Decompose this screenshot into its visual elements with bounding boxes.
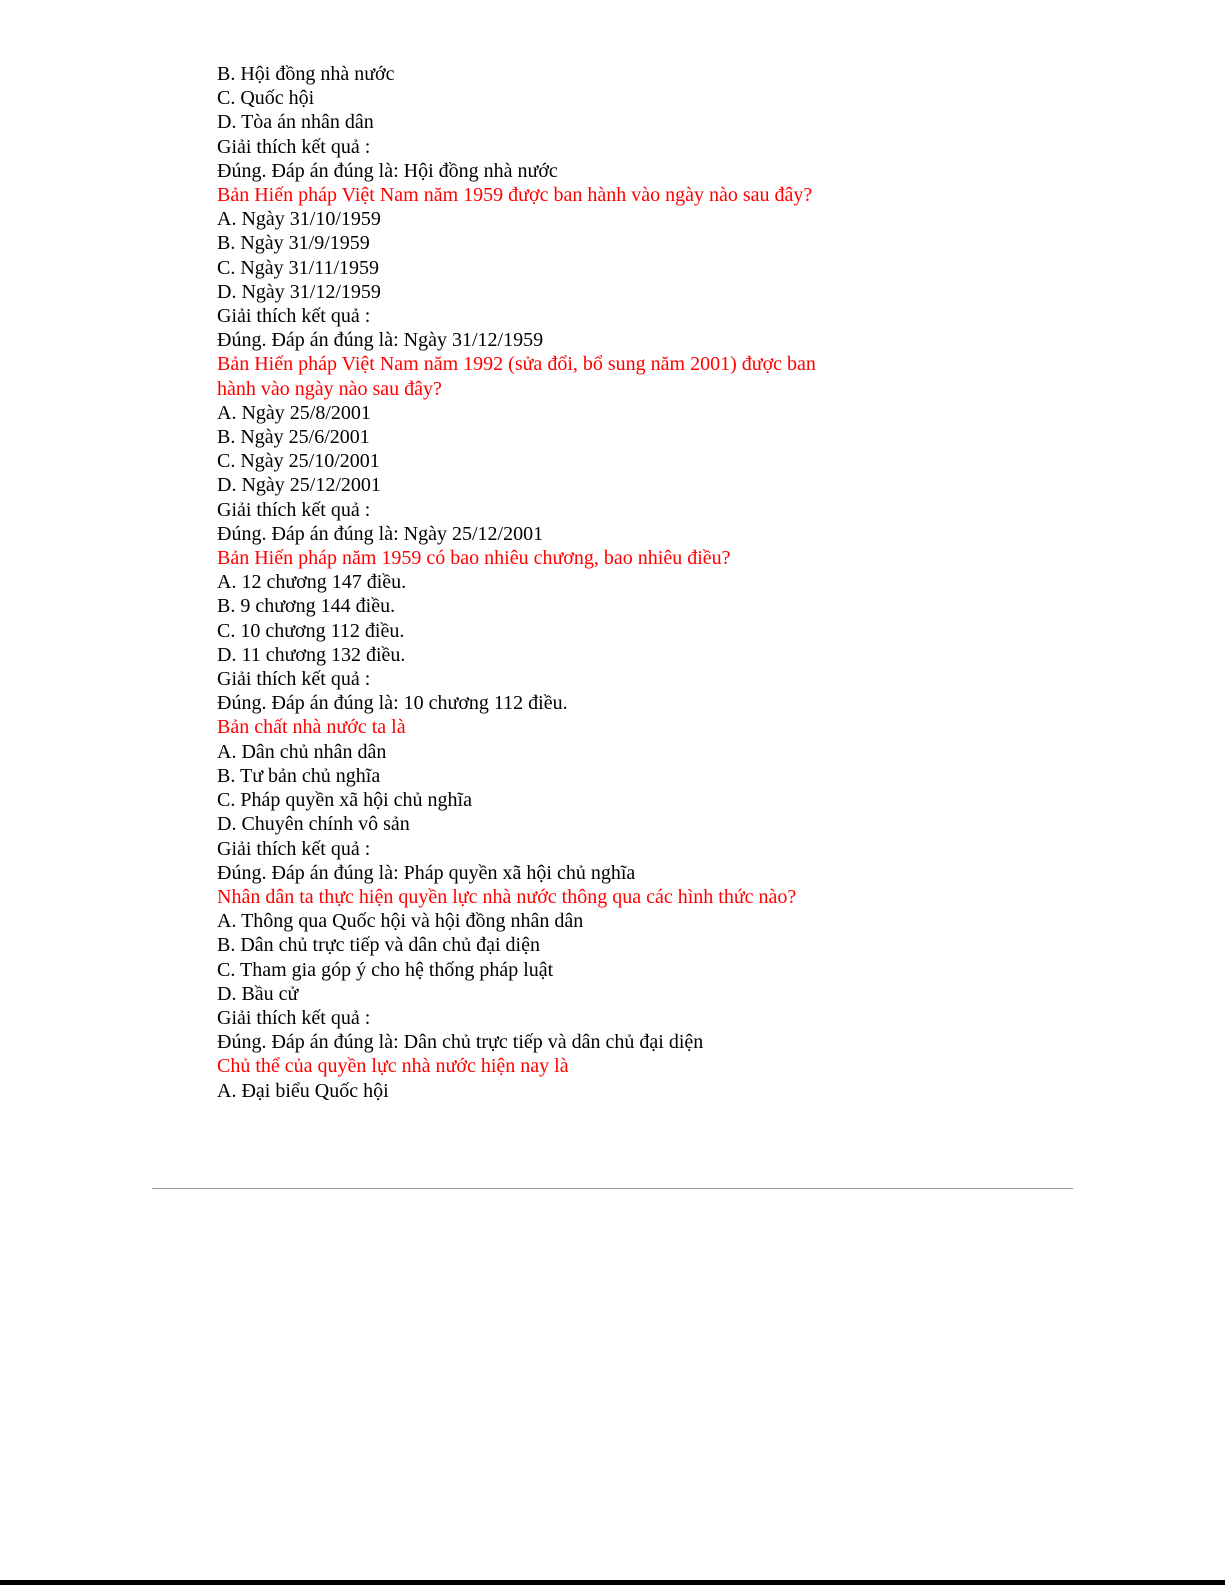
answer-option: A. Ngày 31/10/1959 <box>217 208 381 231</box>
answer-option: D. 11 chương 132 điều. <box>217 643 406 666</box>
explanation-label: Giải thích kết quả : <box>217 498 371 521</box>
answer-option: A. Dân chủ nhân dân <box>217 740 387 763</box>
answer-option: A. Thông qua Quốc hội và hội đồng nhân dân <box>217 910 584 933</box>
answer-option: C. 10 chương 112 điều. <box>217 619 405 642</box>
question-text: Bản Hiến pháp năm 1959 có bao nhiêu chương, bao nhiêu điều? <box>217 547 731 570</box>
answer-option: D. Tòa án nhân dân <box>217 111 374 134</box>
correct-answer: Đúng. Đáp án đúng là: Ngày 31/12/1959 <box>217 329 544 352</box>
question-text: Bản Hiến pháp Việt Nam năm 1959 được ban hành vào ngày nào sau đây? <box>217 184 813 207</box>
question-text <box>217 352 937 400</box>
explanation-label: Giải thích kết quả : <box>217 668 371 691</box>
answer-option: C. Ngày 25/10/2001 <box>217 450 380 473</box>
answer-option: C. Tham gia góp ý cho hệ thống pháp luật <box>217 958 554 981</box>
document-body <box>217 62 937 1103</box>
answer-option: B. Dân chủ trực tiếp và dân chủ đại diện <box>217 934 540 957</box>
question-text: Bản chất nhà nước ta là <box>217 716 406 739</box>
correct-answer: Đúng. Đáp án đúng là: 10 chương 112 điều. <box>217 692 568 715</box>
answer-option: C. Ngày 31/11/1959 <box>217 256 380 279</box>
answer-option: B. 9 chương 144 điều. <box>217 595 396 618</box>
correct-answer: Đúng. Đáp án đúng là: Ngày 25/12/2001 <box>217 522 544 545</box>
answer-option: B. Hội đồng nhà nước <box>217 63 395 85</box>
explanation-label: Giải thích kết quả : <box>217 1006 371 1029</box>
answer-option: C. Pháp quyền xã hội chủ nghĩa <box>217 789 472 812</box>
answer-option: C. Quốc hội <box>217 87 315 110</box>
answer-option: D. Bầu cử <box>217 982 299 1005</box>
question-text-line: hành vào ngày nào sau đây? <box>217 377 442 400</box>
answer-option: A. Đại biểu Quốc hội <box>217 1079 389 1102</box>
page-divider <box>152 1188 1073 1189</box>
correct-answer: Đúng. Đáp án đúng là: Pháp quyền xã hội chủ nghĩa <box>217 861 636 884</box>
answer-option: D. Ngày 31/12/1959 <box>217 280 381 303</box>
answer-option: B. Ngày 31/9/1959 <box>217 232 370 255</box>
question-text: Nhân dân ta thực hiện quyền lực nhà nước thông qua các hình thức nào? <box>217 885 797 908</box>
correct-answer: Đúng. Đáp án đúng là: Hội đồng nhà nước <box>217 159 558 182</box>
question-text: Chủ thể của quyền lực nhà nước hiện nay là <box>217 1055 569 1078</box>
answer-option: A. 12 chương 147 điều. <box>217 571 407 594</box>
question-text-line: Bản Hiến pháp Việt Nam năm 1992 (sửa đổi, bổ sung năm 2001) được ban <box>217 353 816 376</box>
answer-option: D. Ngày 25/12/2001 <box>217 474 381 497</box>
explanation-label: Giải thích kết quả : <box>217 837 371 860</box>
correct-answer: Đúng. Đáp án đúng là: Dân chủ trực tiếp và dân chủ đại diện <box>217 1031 704 1054</box>
bottom-edge-bar <box>0 1580 1225 1585</box>
explanation-label: Giải thích kết quả : <box>217 135 371 158</box>
explanation-label: Giải thích kết quả : <box>217 305 371 328</box>
answer-option: B. Ngày 25/6/2001 <box>217 426 370 449</box>
answer-option: D. Chuyên chính vô sản <box>217 813 410 836</box>
answer-option: A. Ngày 25/8/2001 <box>217 401 371 424</box>
answer-option: B. Tư bản chủ nghĩa <box>217 764 381 787</box>
